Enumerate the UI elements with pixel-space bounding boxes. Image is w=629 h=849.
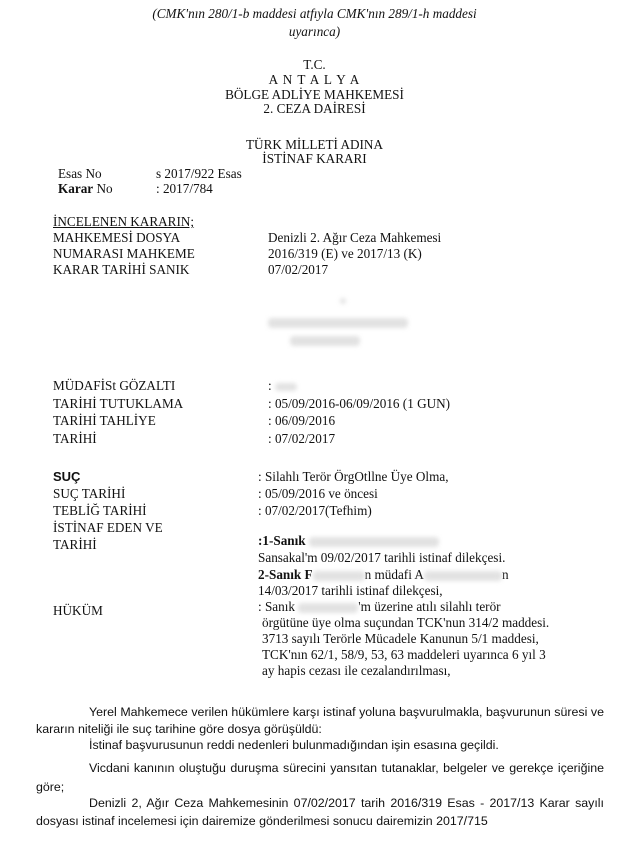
body-paragraph: Denizli 2, Ağır Ceza Mahkemesinin 07/02/2017 tarih 2016/319 Esas - 2017/13 Karar sayılı dosyası istinaf incelemesi için dairemize gönderilmesi sonucu dairemizin 2017/715 [36,796,604,828]
detention-label: TARİHİ [53,431,97,446]
verdict-line [258,599,501,615]
detention-value: : 07/02/2017 [268,431,336,446]
verdict-line-prefix: : Sanık [258,599,295,614]
citation-line-2: uyarınca) [288,24,341,39]
reviewed-value: 07/02/2017 [268,262,329,277]
detention-label: TARİHİ TUTUKLAMA [53,396,184,411]
body-paragraph: Yerel Mahkemece verilen hükümlere karşı istinaf yoluna başvurulmakla, başvurunun süresi ve kararın niteliği ile suç tarihine göre dosya görüşüldü: [36,705,604,736]
reviewed-label: MAHKEMESİ DOSYA [53,230,181,245]
redacted-block [290,332,370,344]
city-heading: A N T A L Y A [268,72,361,87]
verdict-line-suffix: 'm üzerine atılı silahlı terör [358,599,501,614]
reviewed-label: NUMARASI MAHKEME [53,246,195,261]
crime-date-value: : 05/09/2016 ve öncesi [258,486,378,501]
body-paragraph: Vicdani kanının oluştuğu duruşma sürecini yansıtan tutanaklar, belgeler ve gerekçe içeriğine göre; [36,761,604,794]
verdict-line: örgütüne üye olma suçundan TCK'nun 314/2 maddesi. [262,615,550,630]
chamber-heading: 2. CEZA DAİRESİ [263,101,366,116]
detention-value: : 05/09/2016-06/09/2016 (1 GUN) [268,396,451,411]
appellant-2-end: n [501,567,509,582]
esas-value: s 2017/922 Esas [156,166,242,181]
reviewed-value: Denizli 2. Ağır Ceza Mahkemesi [268,230,442,245]
appellant-2 [258,567,509,583]
defense-colon: : [268,378,272,393]
verdict-line: TCK'nın 62/1, 58/9, 53, 63 maddeleri uyarınca 6 yıl 3 [262,647,546,662]
detention-label: MÜDAFİSt GÖZALTI [53,378,176,393]
appellant-2-prefix: 2-Sanık F [258,567,313,582]
redacted-block [268,314,418,328]
crime-date-label: SUÇ TARİHİ [53,486,126,501]
court-heading: BÖLGE ADLİYE MAHKEMESİ [225,87,404,102]
notification-date-label: TEBLİĞ TARİHİ [53,503,147,518]
reviewed-label: KARAR TARİHİ SANIK [53,262,190,277]
appellant-label: İSTİNAF EDEN VE [53,520,163,535]
karar-label-rest: No [93,181,113,196]
appellant-1-petition: Sansakal'm 09/02/2017 tarihli istinaf dilekçesi. [258,550,506,565]
appellant-1-prefix: :1-Sanık [258,533,306,548]
karar-value: : 2017/784 [156,181,213,196]
detention-label: TARİHİ TAHLİYE [53,413,156,428]
crime-value: : Silahlı Terör ÖrgOtllne Üye Olma, [258,469,449,484]
reviewed-title: İNCELENEN KARARIN; [53,214,195,229]
appellant-2-mid: n müdafi A [364,567,424,582]
karar-label [58,181,113,197]
verdict-line: 3713 sayılı Terörle Mücadele Kanunun 5/1 maddesi, [262,631,539,646]
reviewed-value: 2016/319 (E) ve 2017/13 (K) [268,246,422,261]
appellant-date-label: TARİHİ [53,537,97,552]
verdict-line: ay hapis cezası ile cezalandırılması, [262,663,451,678]
detention-value [268,378,297,394]
karar-label-bold: Karar [58,181,94,196]
tc-heading: T.C. [303,57,326,72]
decision-type-heading: İSTİNAF KARARI [262,151,367,166]
notification-date-value: : 07/02/2017(Tefhim) [258,503,372,518]
detention-value: : 06/09/2016 [268,413,336,428]
citation-line-1: (CMK'nın 280/1-b maddesi atfıyla CMK'nın 289/1-h maddesi [152,6,477,21]
crime-label: SUÇ [53,469,81,484]
esas-label: Esas No [58,166,102,181]
redacted-mark [340,292,346,300]
body-paragraph: İstinaf başvurusunun reddi nedenleri bulunmadığından işin esasına geçildi. [89,738,499,752]
nation-heading: TÜRK MİLLETİ ADINA [246,137,383,152]
appellant-2-petition: 14/03/2017 tarihli istinaf dilekçesi, [258,583,443,598]
verdict-label: HÜKÜM [53,603,103,618]
appellant-1 [258,533,439,549]
